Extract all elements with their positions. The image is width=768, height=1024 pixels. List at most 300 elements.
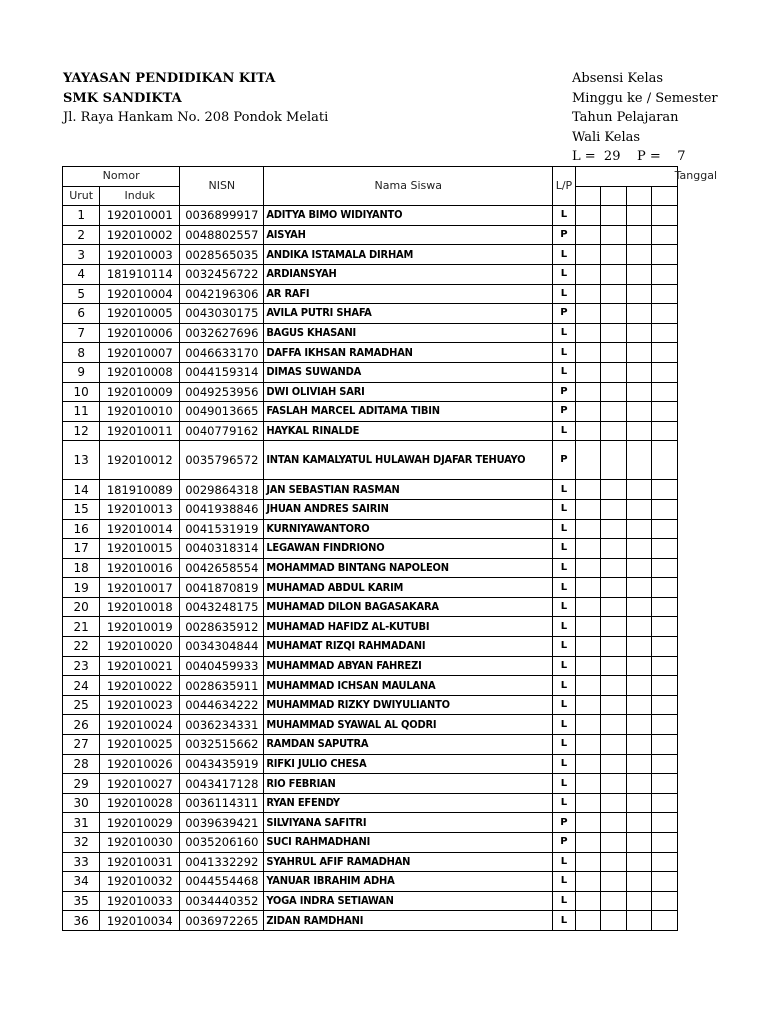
school-name: SMK SANDIKTA: [63, 91, 182, 106]
row-nisn: 0048802557: [180, 225, 264, 245]
table-row: [63, 304, 678, 324]
row-lp: L: [553, 852, 575, 872]
row-nama: BAGUS KHASANI: [264, 323, 553, 343]
date-cell[interactable]: [575, 186, 601, 206]
row-nama: ANDIKA ISTAMALA DIRHAM: [264, 245, 553, 265]
attendance-cell[interactable]: [652, 774, 678, 794]
row-induk: 192010017: [100, 578, 180, 598]
row-urut: 20: [63, 597, 100, 617]
row-urut: 11: [63, 402, 100, 422]
attendance-cell[interactable]: [652, 676, 678, 696]
row-induk: 192010004: [100, 284, 180, 304]
attendance-cell[interactable]: [575, 323, 601, 343]
attendance-cell[interactable]: [652, 558, 678, 578]
table-row: [63, 323, 678, 343]
row-urut: 1: [63, 206, 100, 226]
attendance-cell[interactable]: [626, 245, 652, 265]
row-nisn: 0044554468: [180, 872, 264, 892]
attendance-sheet: [62, 166, 717, 928]
row-lp: L: [553, 362, 575, 382]
table-row: [63, 441, 678, 480]
row-urut: 36: [63, 911, 100, 931]
attendance-cell[interactable]: [575, 715, 601, 735]
row-lp: L: [553, 480, 575, 500]
row-lp: P: [553, 225, 575, 245]
row-induk: 192010033: [100, 891, 180, 911]
row-lp: P: [553, 402, 575, 422]
attendance-cell[interactable]: [575, 578, 601, 598]
gender-count: L = 29 P = 7: [572, 149, 686, 164]
attendance-cell[interactable]: [601, 441, 627, 480]
attendance-cell[interactable]: [575, 264, 601, 284]
attendance-cell[interactable]: [626, 441, 652, 480]
row-lp: L: [553, 519, 575, 539]
attendance-cell[interactable]: [601, 813, 627, 833]
row-induk: 192010005: [100, 304, 180, 324]
row-urut: 33: [63, 852, 100, 872]
row-induk: 192010029: [100, 813, 180, 833]
attendance-cell[interactable]: [575, 402, 601, 422]
attendance-cell[interactable]: [575, 891, 601, 911]
row-induk: 192010022: [100, 676, 180, 696]
attendance-cell[interactable]: [601, 206, 627, 226]
attendance-cell[interactable]: [626, 323, 652, 343]
attendance-cell[interactable]: [601, 304, 627, 324]
attendance-cell[interactable]: [575, 480, 601, 500]
row-induk: 192010027: [100, 774, 180, 794]
row-induk: 192010026: [100, 754, 180, 774]
attendance-cell[interactable]: [652, 245, 678, 265]
table-row: [63, 597, 678, 617]
col-lp: L/P: [553, 167, 575, 206]
attendance-cell[interactable]: [626, 264, 652, 284]
table-row: [63, 617, 678, 637]
row-induk: 192010001: [100, 206, 180, 226]
attendance-cell[interactable]: [652, 578, 678, 598]
row-nama: LEGAWAN FINDRIONO: [264, 539, 553, 559]
attendance-cell[interactable]: [575, 695, 601, 715]
attendance-cell[interactable]: [601, 695, 627, 715]
row-nisn: 0035206160: [180, 833, 264, 853]
row-lp: L: [553, 539, 575, 559]
col-nomor: Nomor: [63, 167, 180, 187]
attendance-cell[interactable]: [652, 754, 678, 774]
row-nisn: 0036114311: [180, 793, 264, 813]
row-nisn: 0028635912: [180, 617, 264, 637]
attendance-cell[interactable]: [652, 872, 678, 892]
attendance-cell[interactable]: [601, 833, 627, 853]
attendance-cell[interactable]: [575, 852, 601, 872]
attendance-cell[interactable]: [575, 656, 601, 676]
attendance-cell[interactable]: [626, 499, 652, 519]
date-cell[interactable]: [652, 186, 678, 206]
row-nisn: 0036234331: [180, 715, 264, 735]
attendance-cell[interactable]: [652, 735, 678, 755]
table-row: [63, 911, 678, 931]
row-induk: 192010030: [100, 833, 180, 853]
row-induk: 192010014: [100, 519, 180, 539]
row-urut: 14: [63, 480, 100, 500]
attendance-cell[interactable]: [575, 343, 601, 363]
table-row: [63, 245, 678, 265]
attendance-cell[interactable]: [652, 617, 678, 637]
attendance-cell[interactable]: [626, 421, 652, 441]
row-induk: 192010011: [100, 421, 180, 441]
row-lp: L: [553, 264, 575, 284]
table-row: [63, 754, 678, 774]
row-lp: L: [553, 617, 575, 637]
attendance-cell[interactable]: [575, 754, 601, 774]
row-nisn: 0032515662: [180, 735, 264, 755]
row-lp: P: [553, 304, 575, 324]
attendance-cell[interactable]: [626, 519, 652, 539]
row-nisn: 0040779162: [180, 421, 264, 441]
row-nama: JAN SEBASTIAN RASMAN: [264, 480, 553, 500]
attendance-cell[interactable]: [575, 676, 601, 696]
attendance-cell[interactable]: [601, 558, 627, 578]
minggu-label: Minggu ke / Semester: [572, 91, 718, 106]
row-induk: 192010007: [100, 343, 180, 363]
row-urut: 24: [63, 676, 100, 696]
row-nama: KURNIYAWANTORO: [264, 519, 553, 539]
attendance-cell[interactable]: [601, 362, 627, 382]
row-nama: DWI OLIVIAH SARI: [264, 382, 553, 402]
row-nama: MUHAMMAD ABYAN FAHREZI: [264, 656, 553, 676]
row-urut: 19: [63, 578, 100, 598]
attendance-cell[interactable]: [601, 911, 627, 931]
row-nama: MUHAMAD DILON BAGASAKARA: [264, 597, 553, 617]
table-row: [63, 793, 678, 813]
row-nama: RYAN EFENDY: [264, 793, 553, 813]
table-row: [63, 284, 678, 304]
row-nisn: 0040459933: [180, 656, 264, 676]
attendance-cell[interactable]: [575, 382, 601, 402]
attendance-cell[interactable]: [652, 911, 678, 931]
attendance-cell[interactable]: [652, 382, 678, 402]
attendance-cell[interactable]: [626, 206, 652, 226]
row-urut: 5: [63, 284, 100, 304]
row-nama: MUHAMAT RIZQI RAHMADANI: [264, 637, 553, 657]
row-lp: L: [553, 735, 575, 755]
attendance-cell[interactable]: [575, 813, 601, 833]
attendance-cell[interactable]: [652, 441, 678, 480]
row-nama: SYAHRUL AFIF RAMADHAN: [264, 852, 553, 872]
row-induk: 192010021: [100, 656, 180, 676]
attendance-cell[interactable]: [652, 519, 678, 539]
row-lp: L: [553, 872, 575, 892]
row-nisn: 0042196306: [180, 284, 264, 304]
row-lp: L: [553, 284, 575, 304]
attendance-cell[interactable]: [626, 852, 652, 872]
table-row: [63, 343, 678, 363]
attendance-cell[interactable]: [652, 891, 678, 911]
row-nisn: 0049013665: [180, 402, 264, 422]
row-nisn: 0043030175: [180, 304, 264, 324]
date-cell[interactable]: [626, 186, 652, 206]
attendance-cell[interactable]: [575, 872, 601, 892]
attendance-cell[interactable]: [626, 578, 652, 598]
attendance-cell[interactable]: [601, 852, 627, 872]
row-nisn: 0041938846: [180, 499, 264, 519]
attendance-cell[interactable]: [601, 872, 627, 892]
attendance-cell[interactable]: [601, 656, 627, 676]
attendance-cell[interactable]: [575, 304, 601, 324]
table-row: [63, 695, 678, 715]
attendance-cell[interactable]: [601, 891, 627, 911]
attendance-cell[interactable]: [601, 774, 627, 794]
row-nama: AVILA PUTRI SHAFA: [264, 304, 553, 324]
attendance-cell[interactable]: [626, 304, 652, 324]
row-urut: 26: [63, 715, 100, 735]
date-cell[interactable]: [601, 186, 627, 206]
attendance-cell[interactable]: [601, 245, 627, 265]
attendance-cell[interactable]: [626, 715, 652, 735]
attendance-cell[interactable]: [652, 402, 678, 422]
attendance-cell[interactable]: [652, 421, 678, 441]
row-nisn: 0036899917: [180, 206, 264, 226]
row-nama: JHUAN ANDRES SAIRIN: [264, 499, 553, 519]
attendance-cell[interactable]: [575, 499, 601, 519]
attendance-cell[interactable]: [626, 656, 652, 676]
attendance-cell[interactable]: [575, 225, 601, 245]
attendance-cell[interactable]: [652, 715, 678, 735]
attendance-cell[interactable]: [626, 833, 652, 853]
attendance-cell[interactable]: [652, 362, 678, 382]
attendance-cell[interactable]: [626, 676, 652, 696]
row-urut: 28: [63, 754, 100, 774]
attendance-cell[interactable]: [575, 539, 601, 559]
row-nisn: 0028565035: [180, 245, 264, 265]
row-nama: MUHAMAD HAFIDZ AL-KUTUBI: [264, 617, 553, 637]
row-lp: P: [553, 833, 575, 853]
wali-label: Wali Kelas: [572, 130, 641, 145]
attendance-cell[interactable]: [601, 343, 627, 363]
attendance-cell[interactable]: [626, 695, 652, 715]
attendance-cell[interactable]: [626, 558, 652, 578]
attendance-cell[interactable]: [601, 382, 627, 402]
attendance-cell[interactable]: [575, 441, 601, 480]
absensi-label: Absensi Kelas: [572, 71, 664, 86]
row-lp: L: [553, 774, 575, 794]
attendance-cell[interactable]: [626, 872, 652, 892]
row-nisn: 0049253956: [180, 382, 264, 402]
row-nama: MUHAMAD ABDUL KARIM: [264, 578, 553, 598]
row-lp: L: [553, 323, 575, 343]
row-urut: 21: [63, 617, 100, 637]
attendance-cell[interactable]: [626, 225, 652, 245]
row-urut: 27: [63, 735, 100, 755]
attendance-cell[interactable]: [601, 637, 627, 657]
row-induk: 192010010: [100, 402, 180, 422]
row-nama: RAMDAN SAPUTRA: [264, 735, 553, 755]
row-nama: RIFKI JULIO CHESA: [264, 754, 553, 774]
row-nama: SUCI RAHMADHANI: [264, 833, 553, 853]
attendance-cell[interactable]: [652, 284, 678, 304]
attendance-cell[interactable]: [652, 637, 678, 657]
row-urut: 4: [63, 264, 100, 284]
attendance-cell[interactable]: [575, 206, 601, 226]
table-row: [63, 891, 678, 911]
row-urut: 10: [63, 382, 100, 402]
row-nisn: 0043435919: [180, 754, 264, 774]
row-nama: FASLAH MARCEL ADITAMA TIBIN: [264, 402, 553, 422]
table-row: [63, 578, 678, 598]
attendance-cell[interactable]: [601, 225, 627, 245]
attendance-cell[interactable]: [652, 206, 678, 226]
attendance-cell[interactable]: [652, 499, 678, 519]
attendance-cell[interactable]: [652, 813, 678, 833]
attendance-cell[interactable]: [652, 852, 678, 872]
attendance-cell[interactable]: [575, 793, 601, 813]
table-row: [63, 872, 678, 892]
attendance-cell[interactable]: [652, 597, 678, 617]
attendance-cell[interactable]: [626, 911, 652, 931]
row-nisn: 0032627696: [180, 323, 264, 343]
attendance-cell[interactable]: [626, 754, 652, 774]
attendance-cell[interactable]: [575, 774, 601, 794]
row-lp: L: [553, 421, 575, 441]
row-induk: 192010006: [100, 323, 180, 343]
row-lp: L: [553, 754, 575, 774]
attendance-cell[interactable]: [652, 695, 678, 715]
attendance-cell[interactable]: [652, 304, 678, 324]
attendance-cell[interactable]: [575, 833, 601, 853]
attendance-cell[interactable]: [652, 833, 678, 853]
row-nama: MUHAMMAD RIZKY DWIYULIANTO: [264, 695, 553, 715]
attendance-cell[interactable]: [575, 911, 601, 931]
attendance-cell[interactable]: [601, 676, 627, 696]
row-lp: L: [553, 558, 575, 578]
attendance-cell[interactable]: [601, 715, 627, 735]
attendance-cell[interactable]: [626, 362, 652, 382]
class-info: [572, 70, 718, 166]
row-urut: 23: [63, 656, 100, 676]
row-nama: YOGA INDRA SETIAWAN: [264, 891, 553, 911]
attendance-cell[interactable]: [652, 225, 678, 245]
row-nisn: 0036972265: [180, 911, 264, 931]
table-row: [63, 774, 678, 794]
attendance-cell[interactable]: [601, 323, 627, 343]
table-row: [63, 715, 678, 735]
attendance-cell[interactable]: [575, 558, 601, 578]
row-urut: 32: [63, 833, 100, 853]
attendance-cell[interactable]: [652, 656, 678, 676]
attendance-cell[interactable]: [601, 735, 627, 755]
row-nisn: 0043248175: [180, 597, 264, 617]
row-nama: INTAN KAMALYATUL HULAWAH DJAFAR TEHUAYO: [264, 441, 553, 480]
col-tanggal-label: Tanggal: [674, 169, 717, 183]
attendance-cell[interactable]: [601, 284, 627, 304]
attendance-cell[interactable]: [601, 754, 627, 774]
row-lp: L: [553, 793, 575, 813]
attendance-cell[interactable]: [626, 284, 652, 304]
attendance-cell[interactable]: [626, 891, 652, 911]
attendance-cell[interactable]: [601, 402, 627, 422]
attendance-cell[interactable]: [575, 735, 601, 755]
table-row: [63, 558, 678, 578]
attendance-cell[interactable]: [575, 245, 601, 265]
attendance-cell[interactable]: [626, 382, 652, 402]
row-nama: AR RAFI: [264, 284, 553, 304]
attendance-cell[interactable]: [575, 362, 601, 382]
row-nama: DAFFA IKHSAN RAMADHAN: [264, 343, 553, 363]
attendance-cell[interactable]: [575, 284, 601, 304]
col-tanggal: [575, 167, 717, 187]
attendance-cell[interactable]: [626, 539, 652, 559]
attendance-cell[interactable]: [626, 402, 652, 422]
row-urut: 22: [63, 637, 100, 657]
attendance-cell[interactable]: [626, 793, 652, 813]
attendance-cell[interactable]: [626, 735, 652, 755]
attendance-cell[interactable]: [575, 421, 601, 441]
attendance-cell[interactable]: [626, 343, 652, 363]
attendance-cell[interactable]: [652, 343, 678, 363]
attendance-cell[interactable]: [626, 774, 652, 794]
attendance-cell[interactable]: [626, 597, 652, 617]
table-row: [63, 676, 678, 696]
row-induk: 192010016: [100, 558, 180, 578]
row-urut: 34: [63, 872, 100, 892]
table-row: [63, 519, 678, 539]
row-induk: 192010009: [100, 382, 180, 402]
attendance-cell[interactable]: [575, 597, 601, 617]
row-nisn: 0039639421: [180, 813, 264, 833]
attendance-cell[interactable]: [652, 539, 678, 559]
attendance-cell[interactable]: [575, 519, 601, 539]
table-row: [63, 264, 678, 284]
attendance-cell[interactable]: [626, 813, 652, 833]
attendance-cell[interactable]: [575, 617, 601, 637]
attendance-cell[interactable]: [652, 323, 678, 343]
attendance-cell[interactable]: [601, 499, 627, 519]
attendance-cell[interactable]: [601, 264, 627, 284]
row-nisn: 0044159314: [180, 362, 264, 382]
attendance-cell[interactable]: [601, 480, 627, 500]
attendance-cell[interactable]: [626, 480, 652, 500]
attendance-cell[interactable]: [601, 793, 627, 813]
table-row: [63, 206, 678, 226]
row-induk: 192010012: [100, 441, 180, 480]
attendance-cell[interactable]: [626, 617, 652, 637]
attendance-table: [62, 166, 717, 931]
attendance-cell[interactable]: [652, 480, 678, 500]
row-nama: SILVIYANA SAFITRI: [264, 813, 553, 833]
attendance-cell[interactable]: [601, 421, 627, 441]
row-nisn: 0041332292: [180, 852, 264, 872]
attendance-cell[interactable]: [652, 264, 678, 284]
table-row: [63, 362, 678, 382]
attendance-cell[interactable]: [601, 597, 627, 617]
row-nisn: 0034440352: [180, 891, 264, 911]
attendance-cell[interactable]: [626, 637, 652, 657]
table-row: [63, 735, 678, 755]
row-nisn: 0044634222: [180, 695, 264, 715]
row-lp: P: [553, 382, 575, 402]
row-nama: MUHAMMAD SYAWAL AL QODRI: [264, 715, 553, 735]
row-nisn: 0043417128: [180, 774, 264, 794]
school-address: Jl. Raya Hankam No. 208 Pondok Melati: [63, 110, 329, 125]
attendance-cell[interactable]: [652, 793, 678, 813]
row-urut: 16: [63, 519, 100, 539]
row-lp: P: [553, 441, 575, 480]
row-urut: 15: [63, 499, 100, 519]
attendance-cell[interactable]: [601, 617, 627, 637]
attendance-cell[interactable]: [601, 578, 627, 598]
attendance-cell[interactable]: [575, 637, 601, 657]
attendance-cell[interactable]: [601, 519, 627, 539]
attendance-cell[interactable]: [601, 539, 627, 559]
row-induk: 181910089: [100, 480, 180, 500]
